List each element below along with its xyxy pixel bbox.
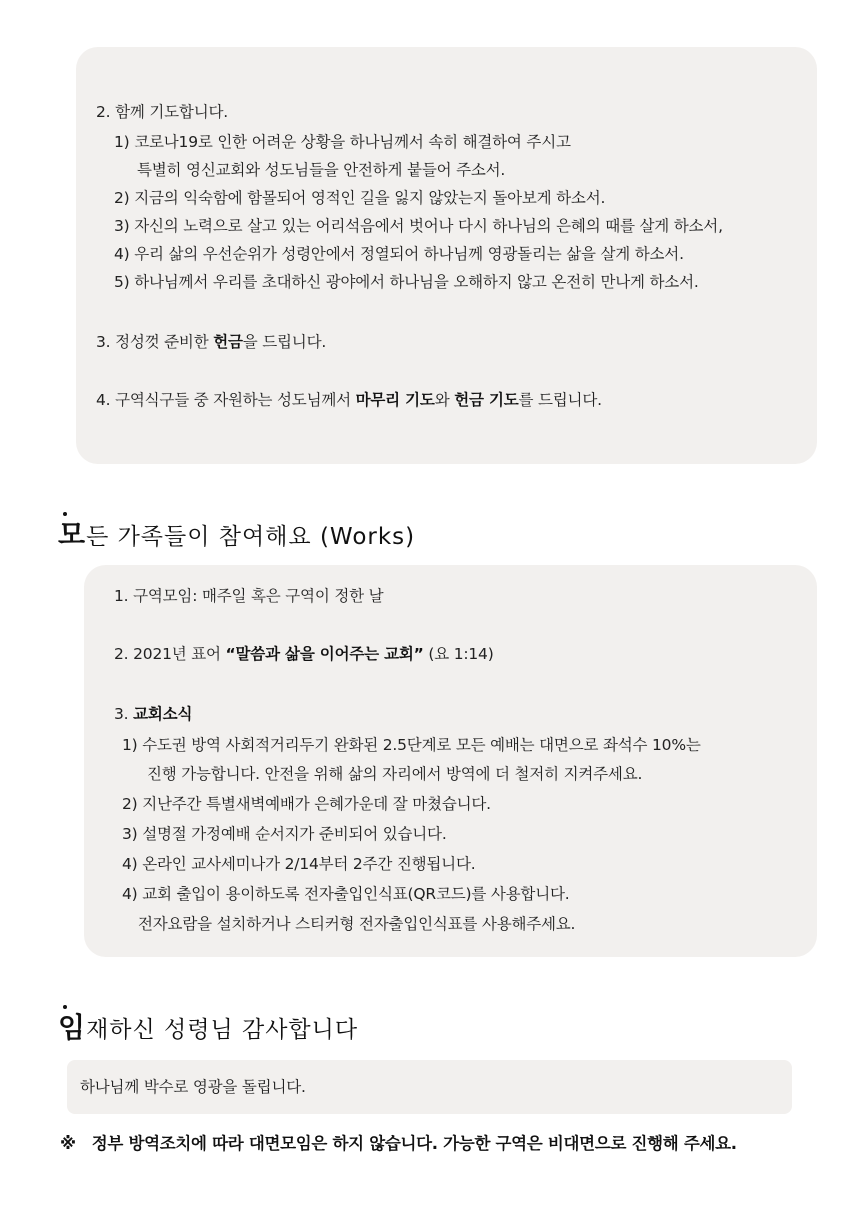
news-title: 교회소식 [133, 705, 193, 723]
news-item-4: 4) 온라인 교사세미나가 2/14부터 2주간 진행됩니다. [122, 855, 476, 873]
offering-bold: 헌금 [213, 333, 243, 351]
news-item-1: 1) 수도권 방역 사회적거리두기 완화된 2.5단계로 모든 예배는 대면으로 좌석수 10%는 [122, 736, 701, 754]
offering-post: 을 드립니다. [242, 333, 327, 351]
works-heading [58, 520, 415, 552]
thanks-heading-first: 임 [58, 1011, 87, 1044]
closing-prayer-line [96, 390, 602, 410]
thanks-heading-rest: 재하신 성령님 감사합니다 [86, 1017, 359, 1043]
prayer-item-3: 3) 자신의 노력으로 살고 있는 어리석음에서 벗어나 다시 하나님의 은혜의 때를 살게 하소서, [114, 217, 723, 235]
motto-line [114, 644, 494, 664]
prayer-item-5: 5) 하나님께서 우리를 초대하신 광야에서 하나님을 오해하지 않고 온전히 만나게 하소서. [114, 273, 699, 291]
news-item-1-cont: 진행 가능합니다. 안전을 위해 삶의 자리에서 방역에 더 철저히 지켜주세요. [147, 765, 643, 783]
works-heading-rest: 든 가족들이 참여해요 (Works) [86, 524, 416, 550]
notice-text: 정부 방역조치에 따라 대면모임은 하지 않습니다. 가능한 구역은 비대면으로 진행해 주세요. [91, 1134, 737, 1153]
thanks-heading [58, 1013, 358, 1045]
closing-post: 를 드립니다. [518, 391, 602, 409]
prayer-item-1-cont: 특별히 영신교회와 성도님들을 안전하게 붙들어 주소서. [137, 161, 506, 179]
offering-line [96, 332, 326, 352]
news-item-2: 2) 지난주간 특별새벽예배가 은혜가운데 잘 마쳤습니다. [122, 795, 491, 813]
motto-bold: “말씀과 삶을 이어주는 교회” [225, 645, 424, 663]
closing-bold-1: 마무리 기도 [355, 391, 435, 409]
notice-mark: ※ [60, 1134, 76, 1153]
news-num: 3. [114, 705, 134, 723]
news-item-3: 3) 설명절 가정예배 순서지가 준비되어 있습니다. [122, 825, 447, 843]
closing-bold-2: 헌금 기도 [454, 391, 519, 409]
prayer-title: 2. 함께 기도합니다. [96, 103, 228, 121]
closing-pre: 4. 구역식구들 중 자원하는 성도님께서 [96, 391, 356, 409]
offering-pre: 3. 정성껏 준비한 [96, 333, 214, 351]
motto-pre: 2. 2021년 표어 [114, 645, 226, 663]
prayer-item-1: 1) 코로나19로 인한 어려운 상황을 하나님께서 속히 해결하여 주시고 [114, 133, 571, 151]
notice-line [60, 1130, 737, 1154]
works-heading-first: 모 [58, 518, 87, 551]
news-item-5: 4) 교회 출입이 용이하도록 전자출입인식표(QR코드)를 사용합니다. [122, 885, 570, 903]
news-item-5-cont: 전자요람을 설치하거나 스티커형 전자출입인식표를 사용해주세요. [138, 915, 576, 933]
praise-line: 하나님께 박수로 영광을 돌립니다. [80, 1078, 306, 1096]
news-title-line [114, 704, 192, 724]
closing-mid: 와 [434, 391, 455, 409]
motto-post: (요 1:14) [423, 645, 494, 663]
meeting-line: 1. 구역모임: 매주일 혹은 구역이 정한 날 [114, 587, 384, 605]
prayer-item-4: 4) 우리 삶의 우선순위가 성령안에서 정열되어 하나님께 영광돌리는 삶을 살게 하소서. [114, 245, 684, 263]
prayer-item-2: 2) 지금의 익숙함에 함몰되어 영적인 길을 잃지 않았는지 돌아보게 하소서. [114, 189, 606, 207]
